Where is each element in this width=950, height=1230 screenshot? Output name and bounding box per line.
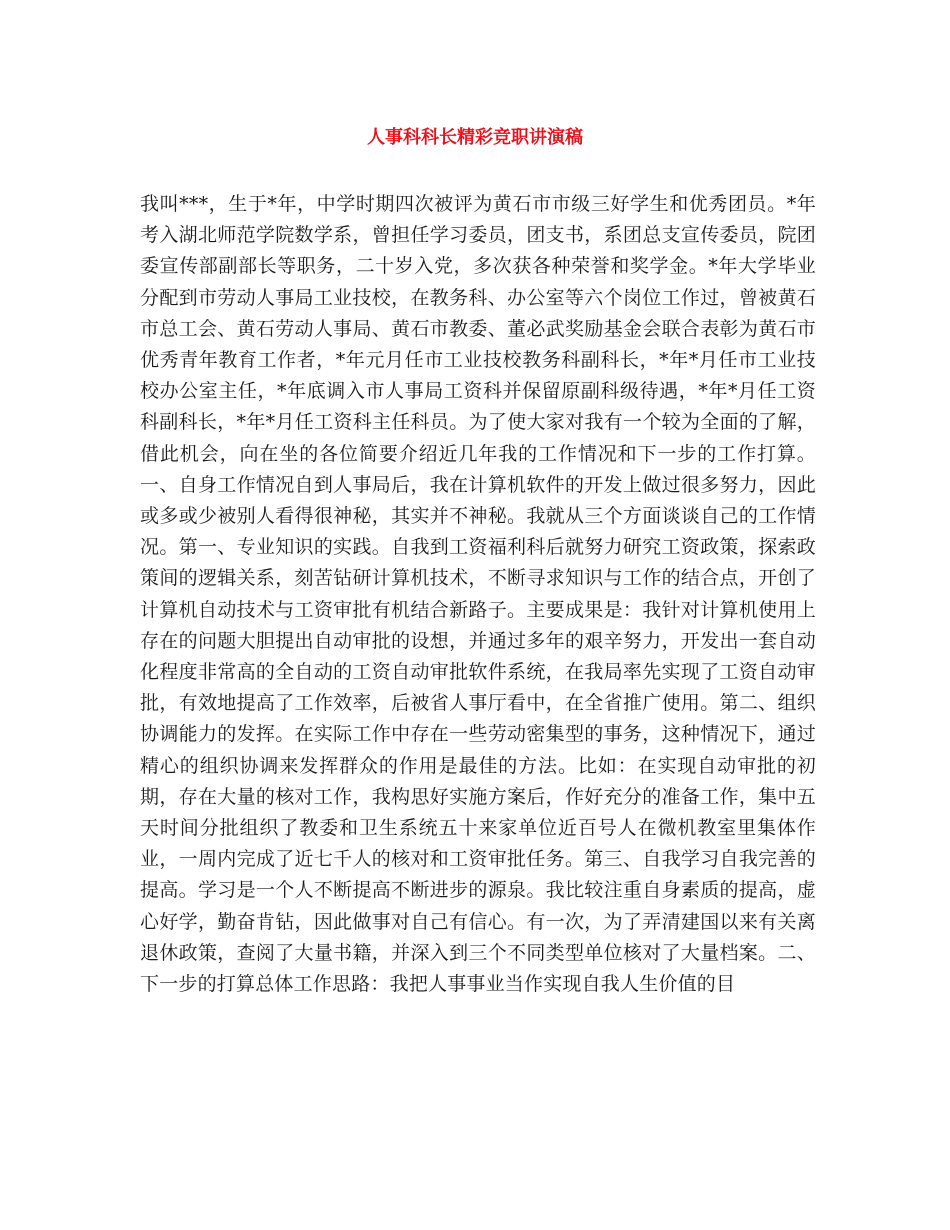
- document-title: 人事科科长精彩竞职讲演稿: [367, 127, 583, 148]
- document-body: 我叫***，生于*年，中学时期四次被评为黄石市市级三好学生和优秀团员。*年考入湖北师范学院数学系，曾担任学习委员，团支书，系团总支宣传委员，院团委宣传部副部长等职务，二十岁入党，多次获各种荣誉和奖学金。*年大学毕业分配到市劳动人事局工业技校，在教务科、办公室等六个岗位工作过，曾被黄石市总工会、黄石劳动人事局、黄石市教委、董必武奖励基金会联合表彰为黄石市优秀青年教育工作者，*年元月任市工业技校教务科副科长，*年*月任市工业技校办公室主任，*年底调入市人事局工资科并保留原副科级待遇，*年*月任工资科副科长，*年*月任工资科主任科员。为了使大家对我有一个较为全面的了解，借此机会，向在坐的各位简要介绍近几年我的工作情况和下一步的工作打算。一、自身工作情况自到人事局后，我在计算机软件的开发上做过很多努力，因此或多或少被别人看得很神秘，其实并不神秘。我就从三个方面谈谈自己的工作情况。第一、专业知识的实践。自我到工资福利科后就努力研究工资政策，探索政策间的逻辑关系，刻苦钻研计算机技术，不断寻求知识与工作的结合点，开创了计算机自动技术与工资审批有机结合新路子。主要成果是：我针对计算机使用上存在的问题大胆提出自动审批的设想，并通过多年的艰辛努力，开发出一套自动化程度非常高的全自动的工资自动审批软件系统，在我局率先实现了工资自动审批，有效地提高了工作效率，后被省人事厅看中，在全省推广使用。第二、组织协调能力的发挥。在实际工作中存在一些劳动密集型的事务，这种情况下，通过精心的组织协调来发挥群众的作用是最佳的方法。比如：在实现自动审批的初期，存在大量的核对工作，我构思好实施方案后，作好充分的准备工作，集中五天时间分批组织了教委和卫生系统五十来家单位近百号人在微机教室里集体作业，一周内完成了近七千人的核对和工资审批任务。第三、自我学习自我完善的提高。学习是一个人不断提高不断进步的源泉。我比较注重自身素质的提高，虚心好学，勤奋肯钻，因此做事对自己有信心。有一次，为了弄清建国以来有关离退休政策，查阅了大量书籍，并深入到三个不同类型单位核对了大量档案。二、下一步的打算总体工作思路：我把人事事业当作实现自我人生价值的目: [140, 193, 816, 996]
